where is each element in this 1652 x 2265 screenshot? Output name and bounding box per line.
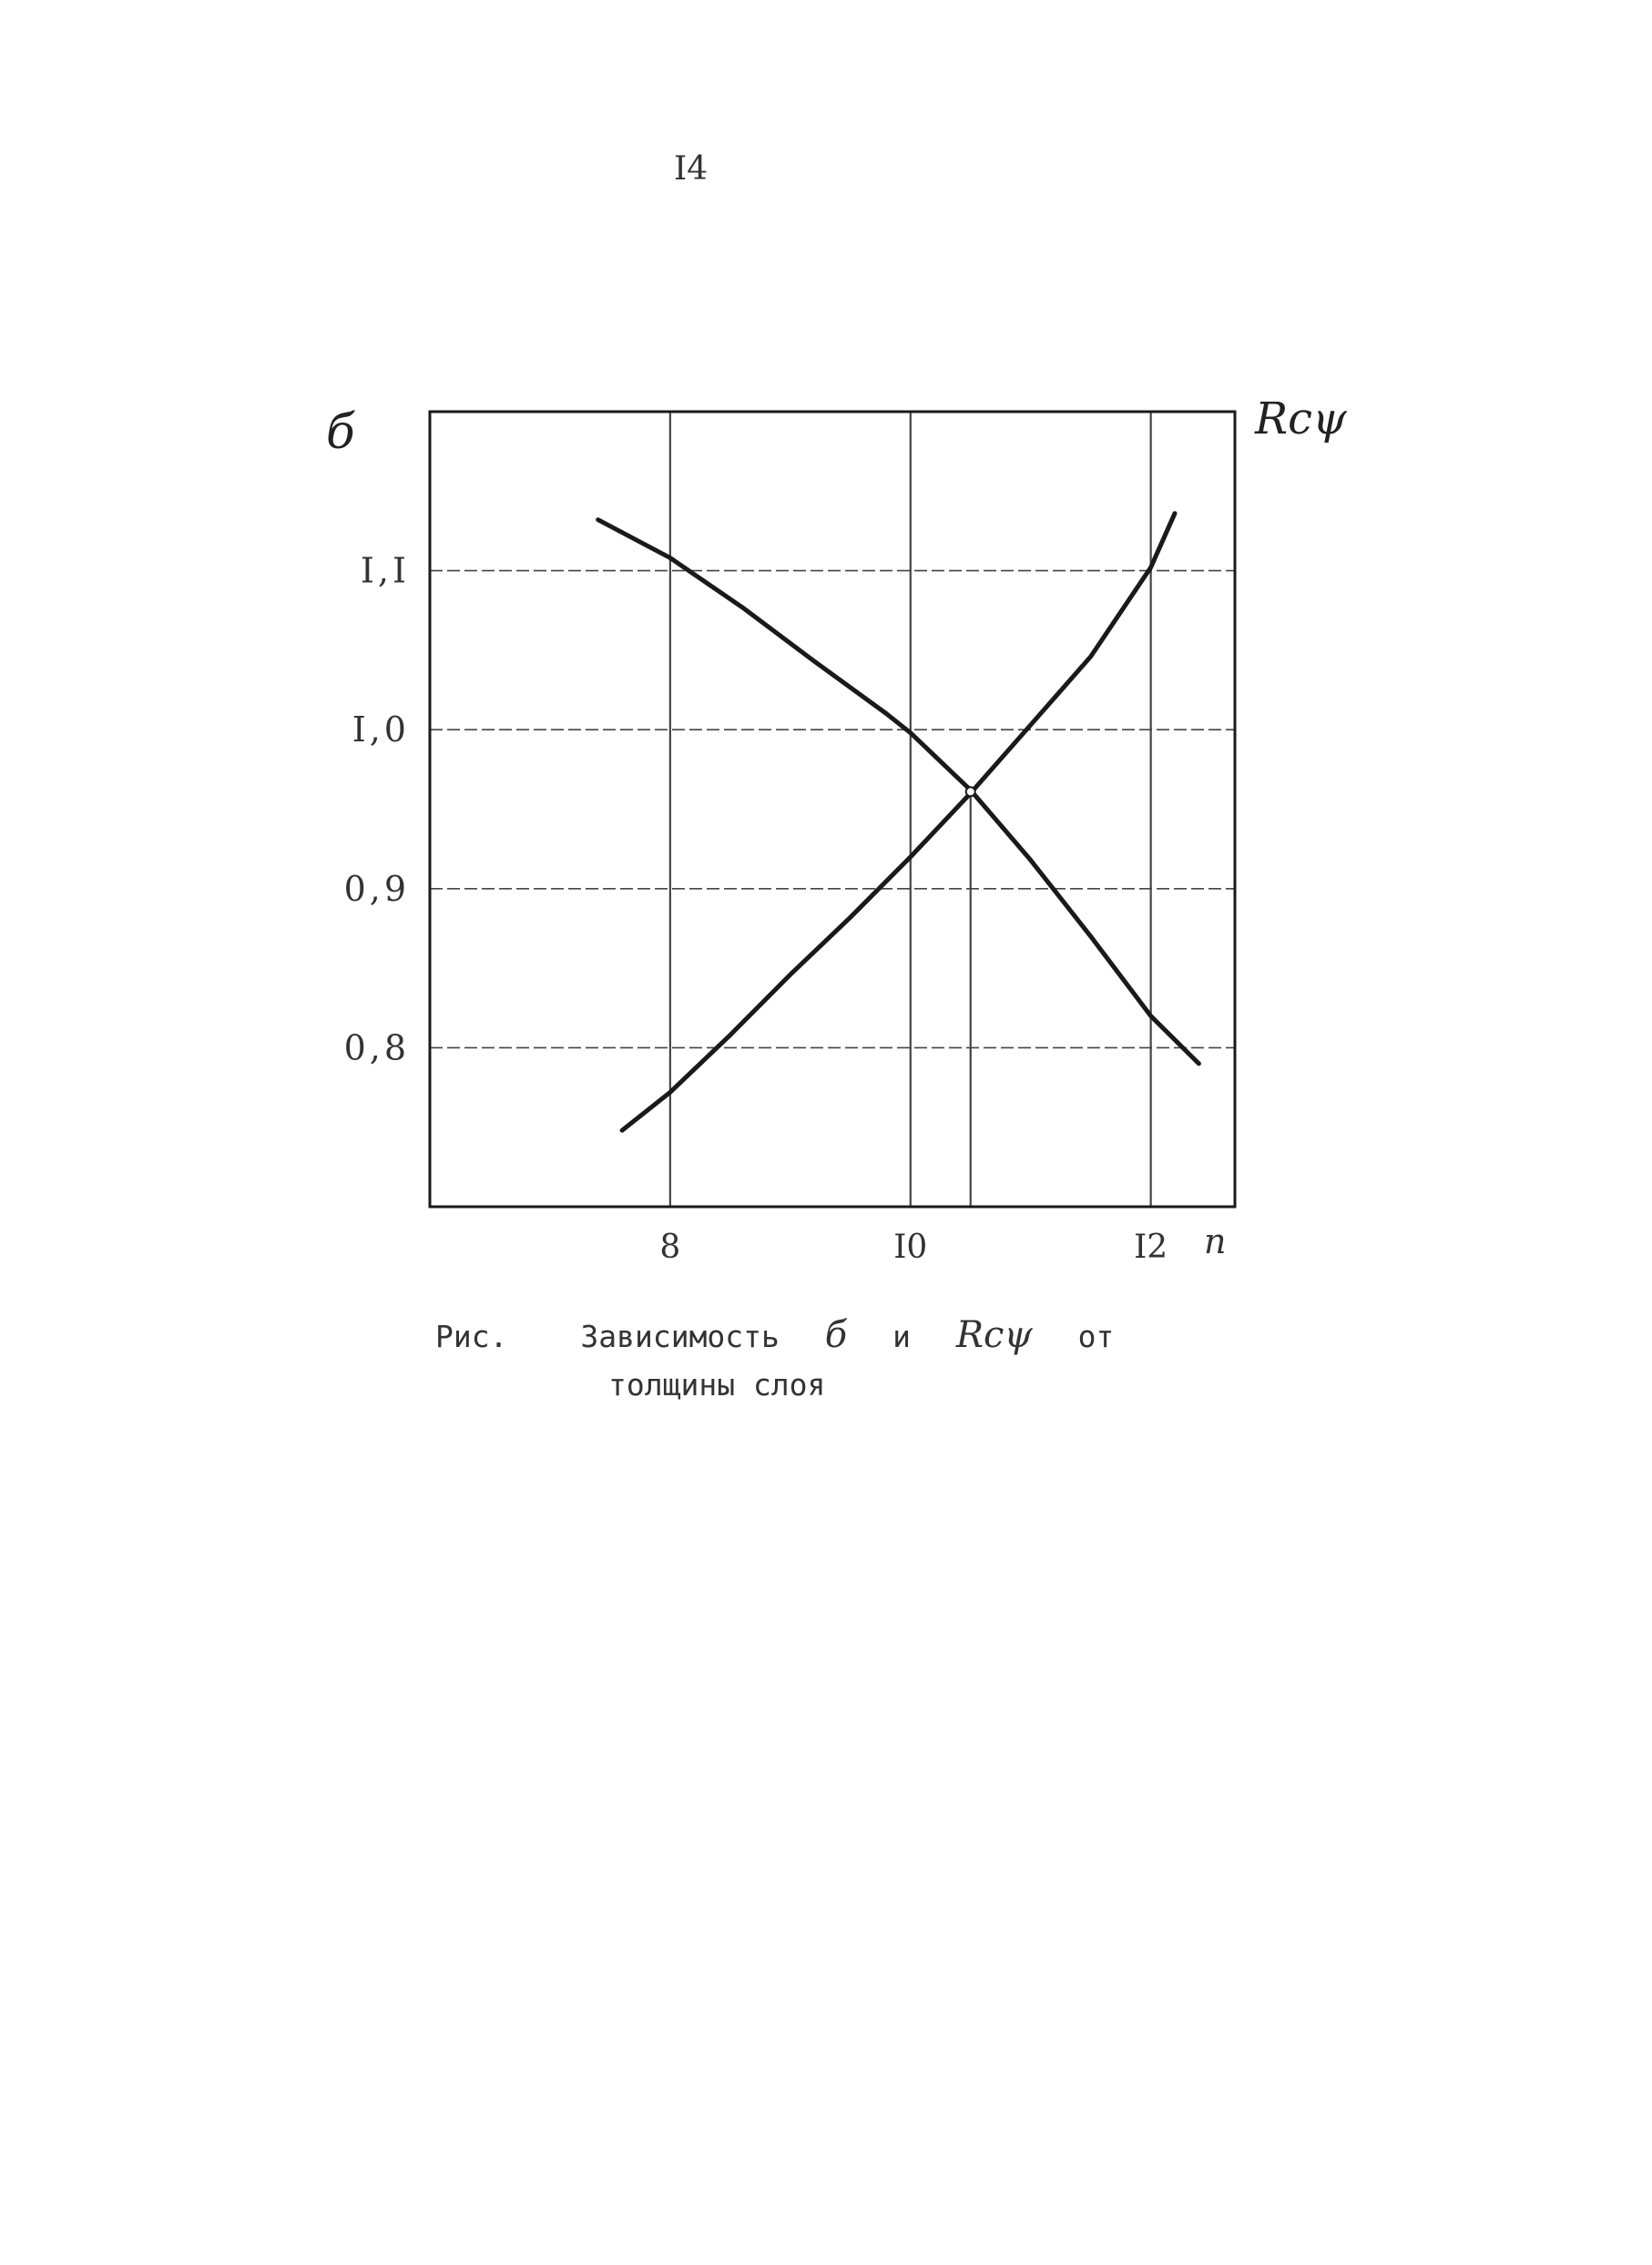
y-tick-label-1: I,0 bbox=[352, 709, 410, 750]
series-lines bbox=[598, 514, 1199, 1130]
tick-labels bbox=[344, 551, 1168, 1266]
intersection-point bbox=[966, 787, 975, 796]
caption-symbol-rc: Rcψ bbox=[955, 1314, 1033, 1356]
grid-lines bbox=[430, 412, 1235, 1207]
x-axis-label: n bbox=[1204, 1221, 1227, 1261]
x-tick-label-10: I0 bbox=[893, 1229, 928, 1266]
page-number: I4 bbox=[674, 150, 709, 188]
y-axis-label-right: Rcψ bbox=[1255, 393, 1347, 444]
caption-line-2: толщины слоя bbox=[608, 1367, 826, 1403]
series-line-2 bbox=[622, 514, 1175, 1130]
caption-prefix: Рис. bbox=[435, 1319, 508, 1354]
y-tick-label-1.1: I,I bbox=[360, 550, 410, 591]
y-tick-label-0.8: 0,8 bbox=[343, 1027, 410, 1068]
y-axis-label-left: б bbox=[326, 405, 355, 460]
plot-frame bbox=[430, 412, 1235, 1207]
figure-caption bbox=[435, 1308, 1255, 1408]
caption-symbol-sigma: б bbox=[824, 1314, 848, 1356]
y-tick-label-0.9: 0,9 bbox=[343, 868, 410, 909]
series-line-1 bbox=[598, 520, 1199, 1064]
caption-text: Зависимость bbox=[580, 1319, 780, 1354]
x-tick-label-8: 8 bbox=[659, 1229, 681, 1266]
x-tick-label-12: I2 bbox=[1134, 1229, 1168, 1266]
caption-conjunction: и bbox=[892, 1319, 911, 1354]
caption-suffix: от bbox=[1077, 1319, 1115, 1354]
